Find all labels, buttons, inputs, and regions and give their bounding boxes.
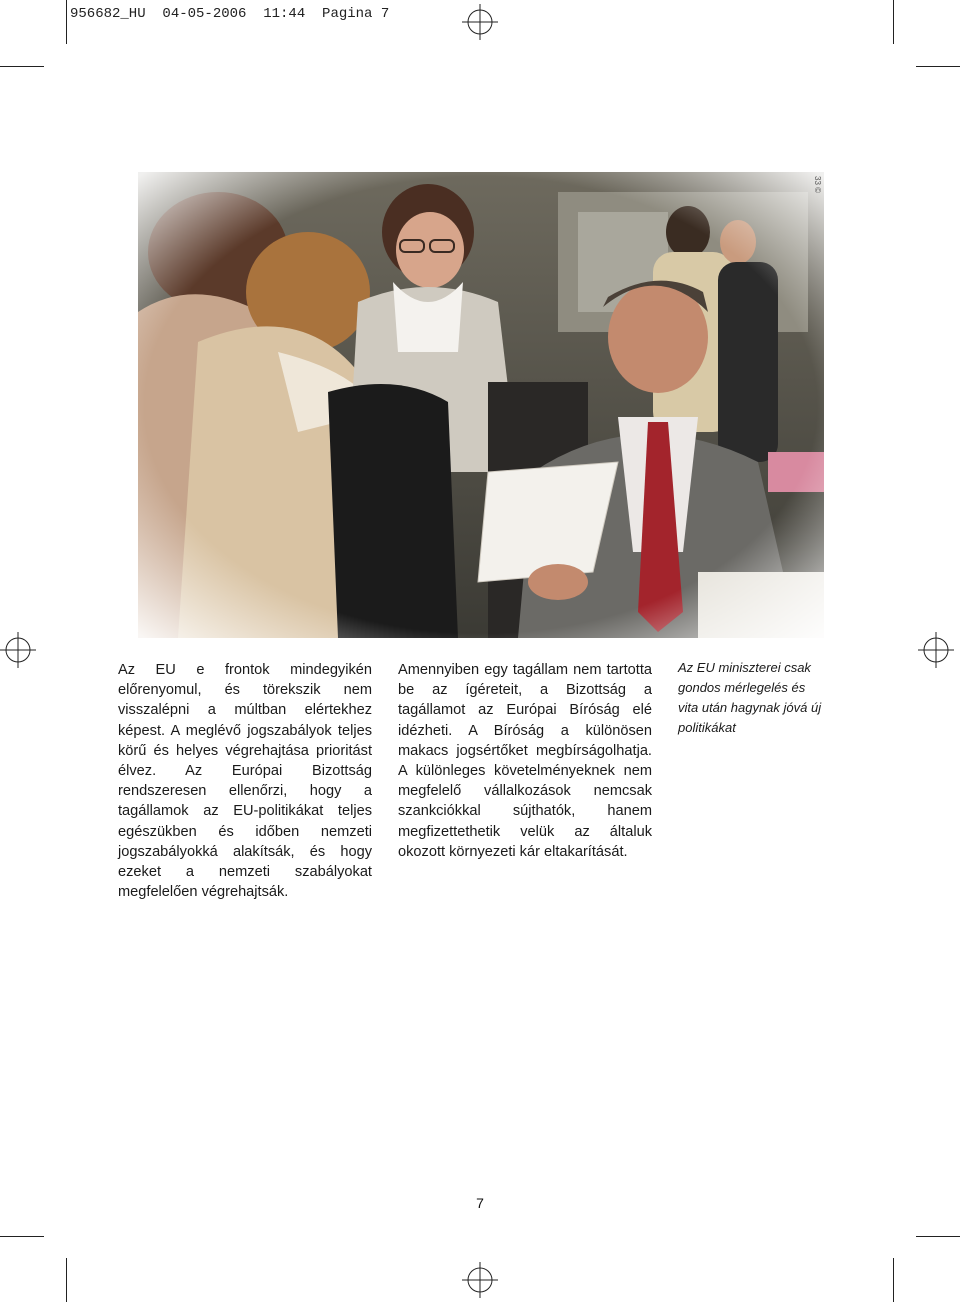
page-number: 7 — [476, 1195, 484, 1211]
registration-mark-icon — [462, 1262, 498, 1298]
photo-credit: 33 © — [813, 176, 822, 194]
body-column-1: Az EU e frontok mindegyikén előrenyomul, és törekszik nem visszalépni a múltban elértekhez képest. A meglévő jogszabályok teljes körű és helyes végrehajtása prioritást élvez. Az Európai Bizottság rendszeresen ellenőrzi, hogy a tagállamok az EU-politikákat teljes egészükben és időben nemzeti jogszabályokká alakítsák, és hogy ezeket a nemzeti szabályokat megfelelően végrehajtsák. — [118, 662, 372, 901]
sidebar-caption: Az EU miniszterei csak gondos mérlegelés és vita után hagynak jóvá új politikákat — [678, 660, 822, 735]
registration-mark-icon — [0, 632, 36, 668]
print-slug: 956682_HU 04-05-2006 11:44 Pagina 7 — [70, 6, 390, 22]
meeting-photo — [138, 172, 824, 638]
body-column-2: Amennyiben egy tagállam nem tartotta be az ígéreteit, a Bizottság a tagállamot az Európai Bíróság elé idézheti. A Bíróság a különösen makacs jogsértőket megbírságolhatja. A különleges követelményeknek nem megfelelő vállalkozások nemcsak szankciókkal sújthatók, hanem megfizettethetik velük az általuk okozott környezeti kár eltakarítását. — [398, 662, 652, 860]
registration-mark-icon — [918, 632, 954, 668]
registration-mark-icon — [462, 4, 498, 40]
